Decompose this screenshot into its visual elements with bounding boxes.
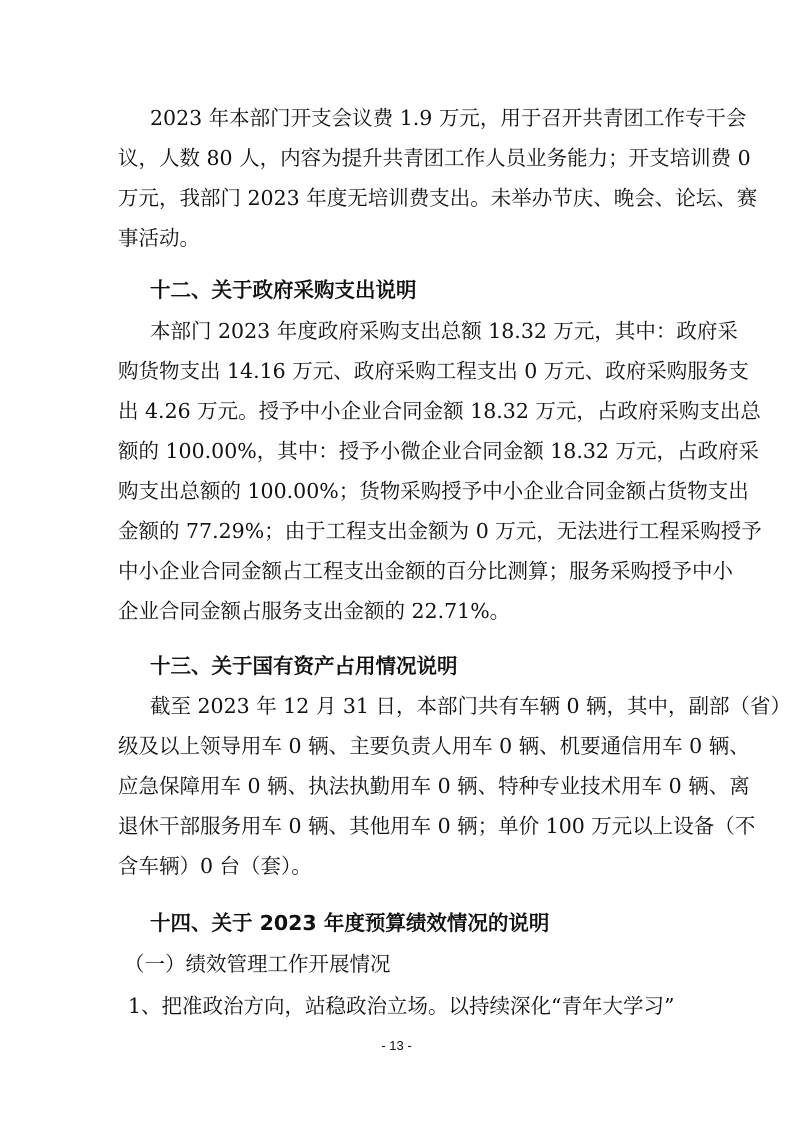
section-12-heading bbox=[118, 270, 722, 310]
heading-text: 十四、关于 2023 年度预算绩效情况的说明 bbox=[150, 911, 550, 935]
heading-text: 十三、关于国有资产占用情况说明 bbox=[150, 654, 458, 678]
meeting-training-paragraph bbox=[118, 98, 758, 258]
section-14-heading bbox=[118, 903, 722, 943]
text-line: 事活动。 bbox=[118, 226, 200, 250]
text-line: 购货物支出 14.16 万元、政府采购工程支出 0 万元、政府采购服务支 bbox=[118, 359, 749, 383]
text-line: 1、把准政治方向，站稳政治立场。以持续深化“青年大学习” bbox=[128, 994, 675, 1018]
procurement-paragraph bbox=[118, 311, 762, 631]
text-line: （一）绩效管理工作开展情况 bbox=[124, 952, 391, 976]
text-line: 万元，我部门 2023 年度无培训费支出。未举办节庆、晚会、论坛、赛 bbox=[118, 186, 758, 210]
text-line: 截至 2023 年 12 月 31 日，本部门共有车辆 0 辆，其中，副部（省） bbox=[150, 694, 792, 718]
page-number: - 13 - bbox=[381, 1038, 412, 1053]
section-13-heading bbox=[118, 646, 722, 686]
text-line: 含车辆）0 台（套）。 bbox=[118, 854, 312, 878]
text-line: 级及以上领导用车 0 辆、主要负责人用车 0 辆、机要通信用车 0 辆、 bbox=[118, 734, 750, 758]
text-line: 企业合同金额占服务支出金额的 22.71%。 bbox=[118, 599, 511, 623]
assets-paragraph bbox=[118, 686, 792, 886]
text-line: 额的 100.00%，其中：授予小微企业合同金额 18.32 万元，占政府采 bbox=[118, 439, 759, 463]
text-line: 应急保障用车 0 辆、执法执勤用车 0 辆、特种专业技术用车 0 辆、离 bbox=[118, 774, 750, 798]
text-line: 出 4.26 万元。授予中小企业合同金额 18.32 万元，占政府采购支出总 bbox=[118, 399, 761, 423]
text-line: 2023 年本部门开支会议费 1.9 万元，用于召开共青团工作专干会 bbox=[150, 106, 747, 130]
text-line: 中小企业合同金额占工程支出金额的百分比测算；服务采购授予中小 bbox=[118, 559, 733, 583]
subsection-1-heading bbox=[118, 944, 722, 984]
text-line: 购支出总额的 100.00%；货物采购授予中小企业合同金额占货物支出 bbox=[118, 479, 749, 503]
heading-text: 十二、关于政府采购支出说明 bbox=[150, 278, 417, 302]
text-line: 本部门 2023 年度政府采购支出总额 18.32 万元，其中：政府采 bbox=[150, 319, 738, 343]
item-1-paragraph bbox=[118, 986, 722, 1026]
document-body bbox=[118, 98, 792, 1026]
text-line: 退休干部服务用车 0 辆、其他用车 0 辆；单价 100 万元以上设备（不 bbox=[118, 814, 756, 838]
text-line: 金额的 77.29%；由于工程支出金额为 0 万元，无法进行工程采购授予 bbox=[118, 519, 762, 543]
text-line: 议，人数 80 人，内容为提升共青团工作人员业务能力；开支培训费 0 bbox=[118, 146, 751, 170]
